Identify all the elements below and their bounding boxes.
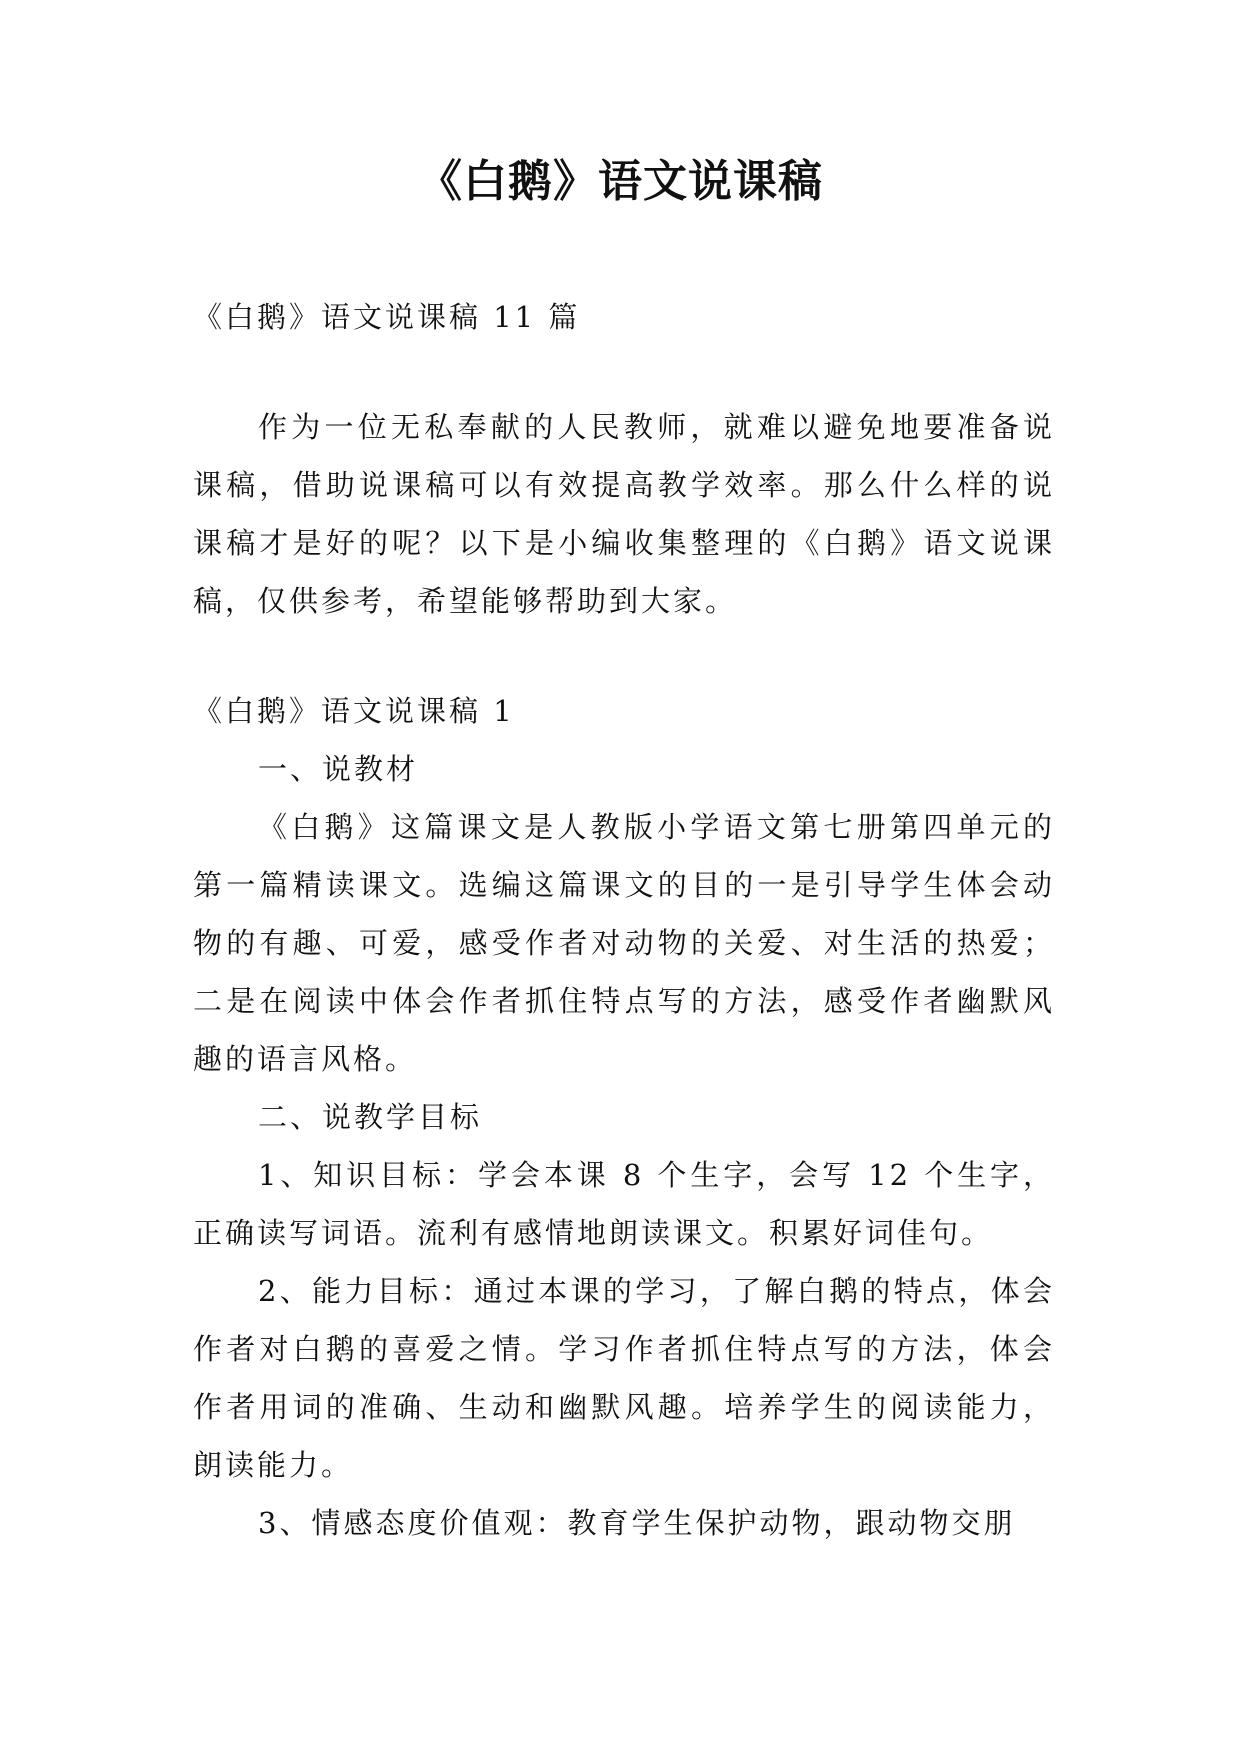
body-paragraph: 《白鹅》这篇课文是人教版小学语文第七册第四单元的第一篇精读课文。选编这篇课文的目的一是引导学生体会动物的有趣、可爱，感受作者对动物的关爱、对生活的热爱；二是在阅读中体会作者抓住特点写的方法，感受作者幽默风趣的语言风格。 <box>193 810 1055 1076</box>
document-title: 《白鹅》语文说课稿 <box>418 156 823 207</box>
document-subtitle: 《白鹅》语文说课稿 11 篇 <box>193 300 581 334</box>
heading-teaching-goals: 二、说教学目标 <box>258 1100 483 1134</box>
body-paragraph: 1、知识目标：学会本课 8 个生字，会写 12 个生字，正确读写词语。流利有感情地朗读课文。积累好词佳句。 <box>193 1158 1055 1250</box>
document-body <box>193 288 1055 1552</box>
body-paragraph: 3、情感态度价值观：教育学生保护动物，跟动物交朋 <box>258 1506 1016 1540</box>
heading-textbook: 一、说教材 <box>258 752 419 786</box>
section-title: 《白鹅》语文说课稿 1 <box>193 694 515 728</box>
body-paragraph: 2、能力目标：通过本课的学习，了解白鹅的特点，体会作者对白鹅的喜爱之情。学习作者抓住特点写的方法，体会作者用词的准确、生动和幽默风趣。培养学生的阅读能力，朗读能力。 <box>193 1274 1055 1482</box>
intro-paragraph: 作为一位无私奉献的人民教师，就难以避免地要准备说课稿，借助说课稿可以有效提高教学效率。那么什么样的说课稿才是好的呢？以下是小编收集整理的《白鹅》语文说课稿，仅供参考，希望能够帮助到大家。 <box>193 410 1055 618</box>
